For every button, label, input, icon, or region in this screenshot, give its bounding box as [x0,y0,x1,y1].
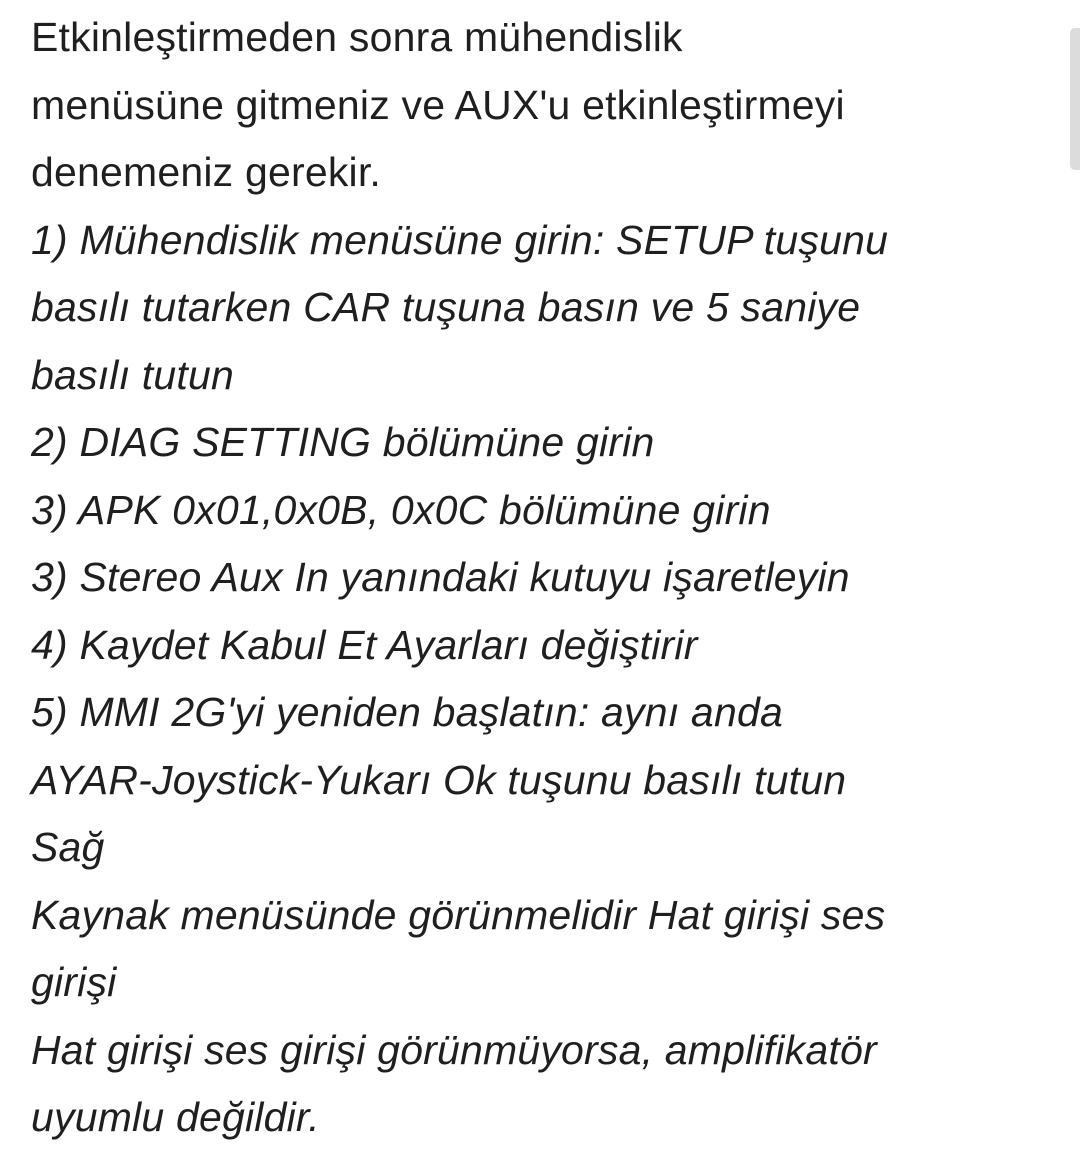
step-line: basılı tutun [31,351,234,398]
instruction-text-block [31,4,1041,1152]
step-line: 4) Kaydet Kabul Et Ayarları değiştirir [31,621,698,668]
step-line: girişi [31,959,117,1005]
step-line: 5) MMI 2G'yi yeniden başlatın: aynı anda [31,689,783,735]
intro-line: denemeniz gerekir. [31,149,382,195]
step-line: Hat girişi ses girişi görünmüyorsa, amplifikatör [31,1026,877,1073]
step-line: 1) Mühendislik menüsüne girin: SETUP tuşunu [31,216,889,263]
step-line: Sağ [31,824,105,870]
intro-line: Etkinleştirmeden sonra mühendislik [31,14,683,60]
step-line: AYAR-Joystick-Yukarı Ok tuşunu basılı tutun [31,756,847,803]
intro-line: menüsüne gitmeniz ve AUX'u etkinleştirmeyi [31,81,845,128]
step-line: 3) APK 0x01,0x0B, 0x0C bölümüne girin [31,486,771,533]
step-line: 3) Stereo Aux In yanındaki kutuyu işaretleyin [31,554,850,600]
step-line: 2) DIAG SETTING bölümüne girin [31,419,655,465]
vertical-scrollbar[interactable] [1070,28,1080,170]
step-line: uyumlu değildir. [31,1094,320,1140]
step-line: basılı tutarken CAR tuşuna basın ve 5 saniye [31,284,861,330]
step-line: Kaynak menüsünde görünmelidir Hat girişi ses [31,891,886,938]
